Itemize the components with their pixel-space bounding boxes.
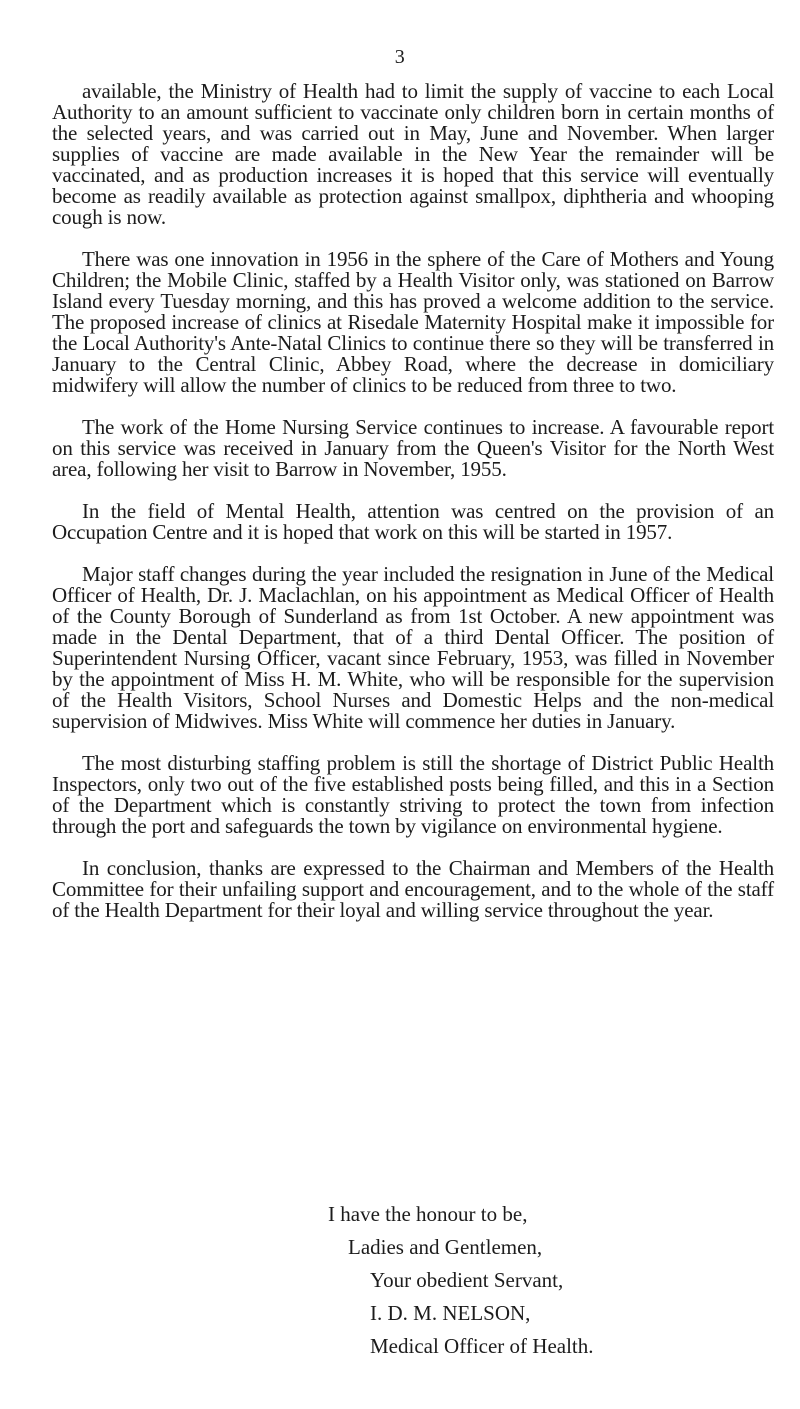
signoff-title: Medical Officer of Health. [370,1334,594,1358]
page-number: 3 [394,46,406,68]
report-body [52,81,774,942]
paragraph-conclusion: In conclusion, thanks are expressed to the Chairman and Members of the Health Committee for their unfailing support and encouragement, and to the whole of the staff of the Health Department for their loyal and willing service throughout the year. [52,856,774,922]
paragraph-mobile-clinic: There was one innovation in 1956 in the sphere of the Care of Mothers and Young Children; the Mobile Clinic, staffed by a Health Visitor only, was stationed on Barrow Island every Tuesday morning, and this has proved a welcome addition to the service. The proposed increase of clinics at Risedale Maternity Hospital make it impossible for the Local Authority's Ante-Natal Clinics to continue there so they will be transferred in January to the Central Clinic, Abbey Road, where the decrease in domiciliary midwifery will allow the number of clinics to be reduced from three to two. [52,247,774,397]
paragraph-staffing-problem: The most disturbing staffing problem is still the shortage of District Public Health Inspectors, only two out of the five established posts being filled, and this in a Section of the Department which is constantly striving to protect the town from infection through the port and safeguards the town by vigilance on environmental hygiene. [52,751,774,838]
signoff-salutation: Ladies and Gentlemen, [348,1235,543,1259]
paragraph-staff-changes: Major staff changes during the year included the resignation in June of the Medical Officer of Health, Dr. J. Maclachlan, on his appointment as Medical Officer of Health of the County Borough of Sunderland as from 1st October. A new appointment was made in the Dental Department, that of a third Dental Officer. The position of Superintendent Nursing Officer, vacant since February, 1953, was filled in November by the appointment of Miss H. M. White, who will be responsible for the supervision of the Health Visitors, School Nurses and Domestic Helps and the non-medical supervision of Midwives. Miss White will commence her duties in January. [52,562,774,733]
signoff-closing: I have the honour to be, [328,1202,528,1226]
signoff-valediction: Your obedient Servant, [370,1268,564,1292]
signoff-name: I. D. M. NELSON, [370,1301,531,1325]
paragraph-vaccine-supply: available, the Ministry of Health had to limit the supply of vaccine to each Local Authority to an amount sufficient to vaccinate only children born in certain months of the selected years, and was carried out in May, June and November. When larger supplies of vaccine are made available in the New Year the remainder will be vaccinated, and as production increases it is hoped that this service will eventually become as readily available as protection against smallpox, diphtheria and whooping cough is now. [52,79,774,229]
paragraph-home-nursing: The work of the Home Nursing Service continues to increase. A favourable report on this service was received in January from the Queen's Visitor for the North West area, following her visit to Barrow in November, 1955. [52,415,774,481]
signoff-block [328,1198,768,1363]
paragraph-mental-health: In the field of Mental Health, attention was centred on the provision of an Occupation Centre and it is hoped that work on this will be started in 1957. [52,499,774,544]
